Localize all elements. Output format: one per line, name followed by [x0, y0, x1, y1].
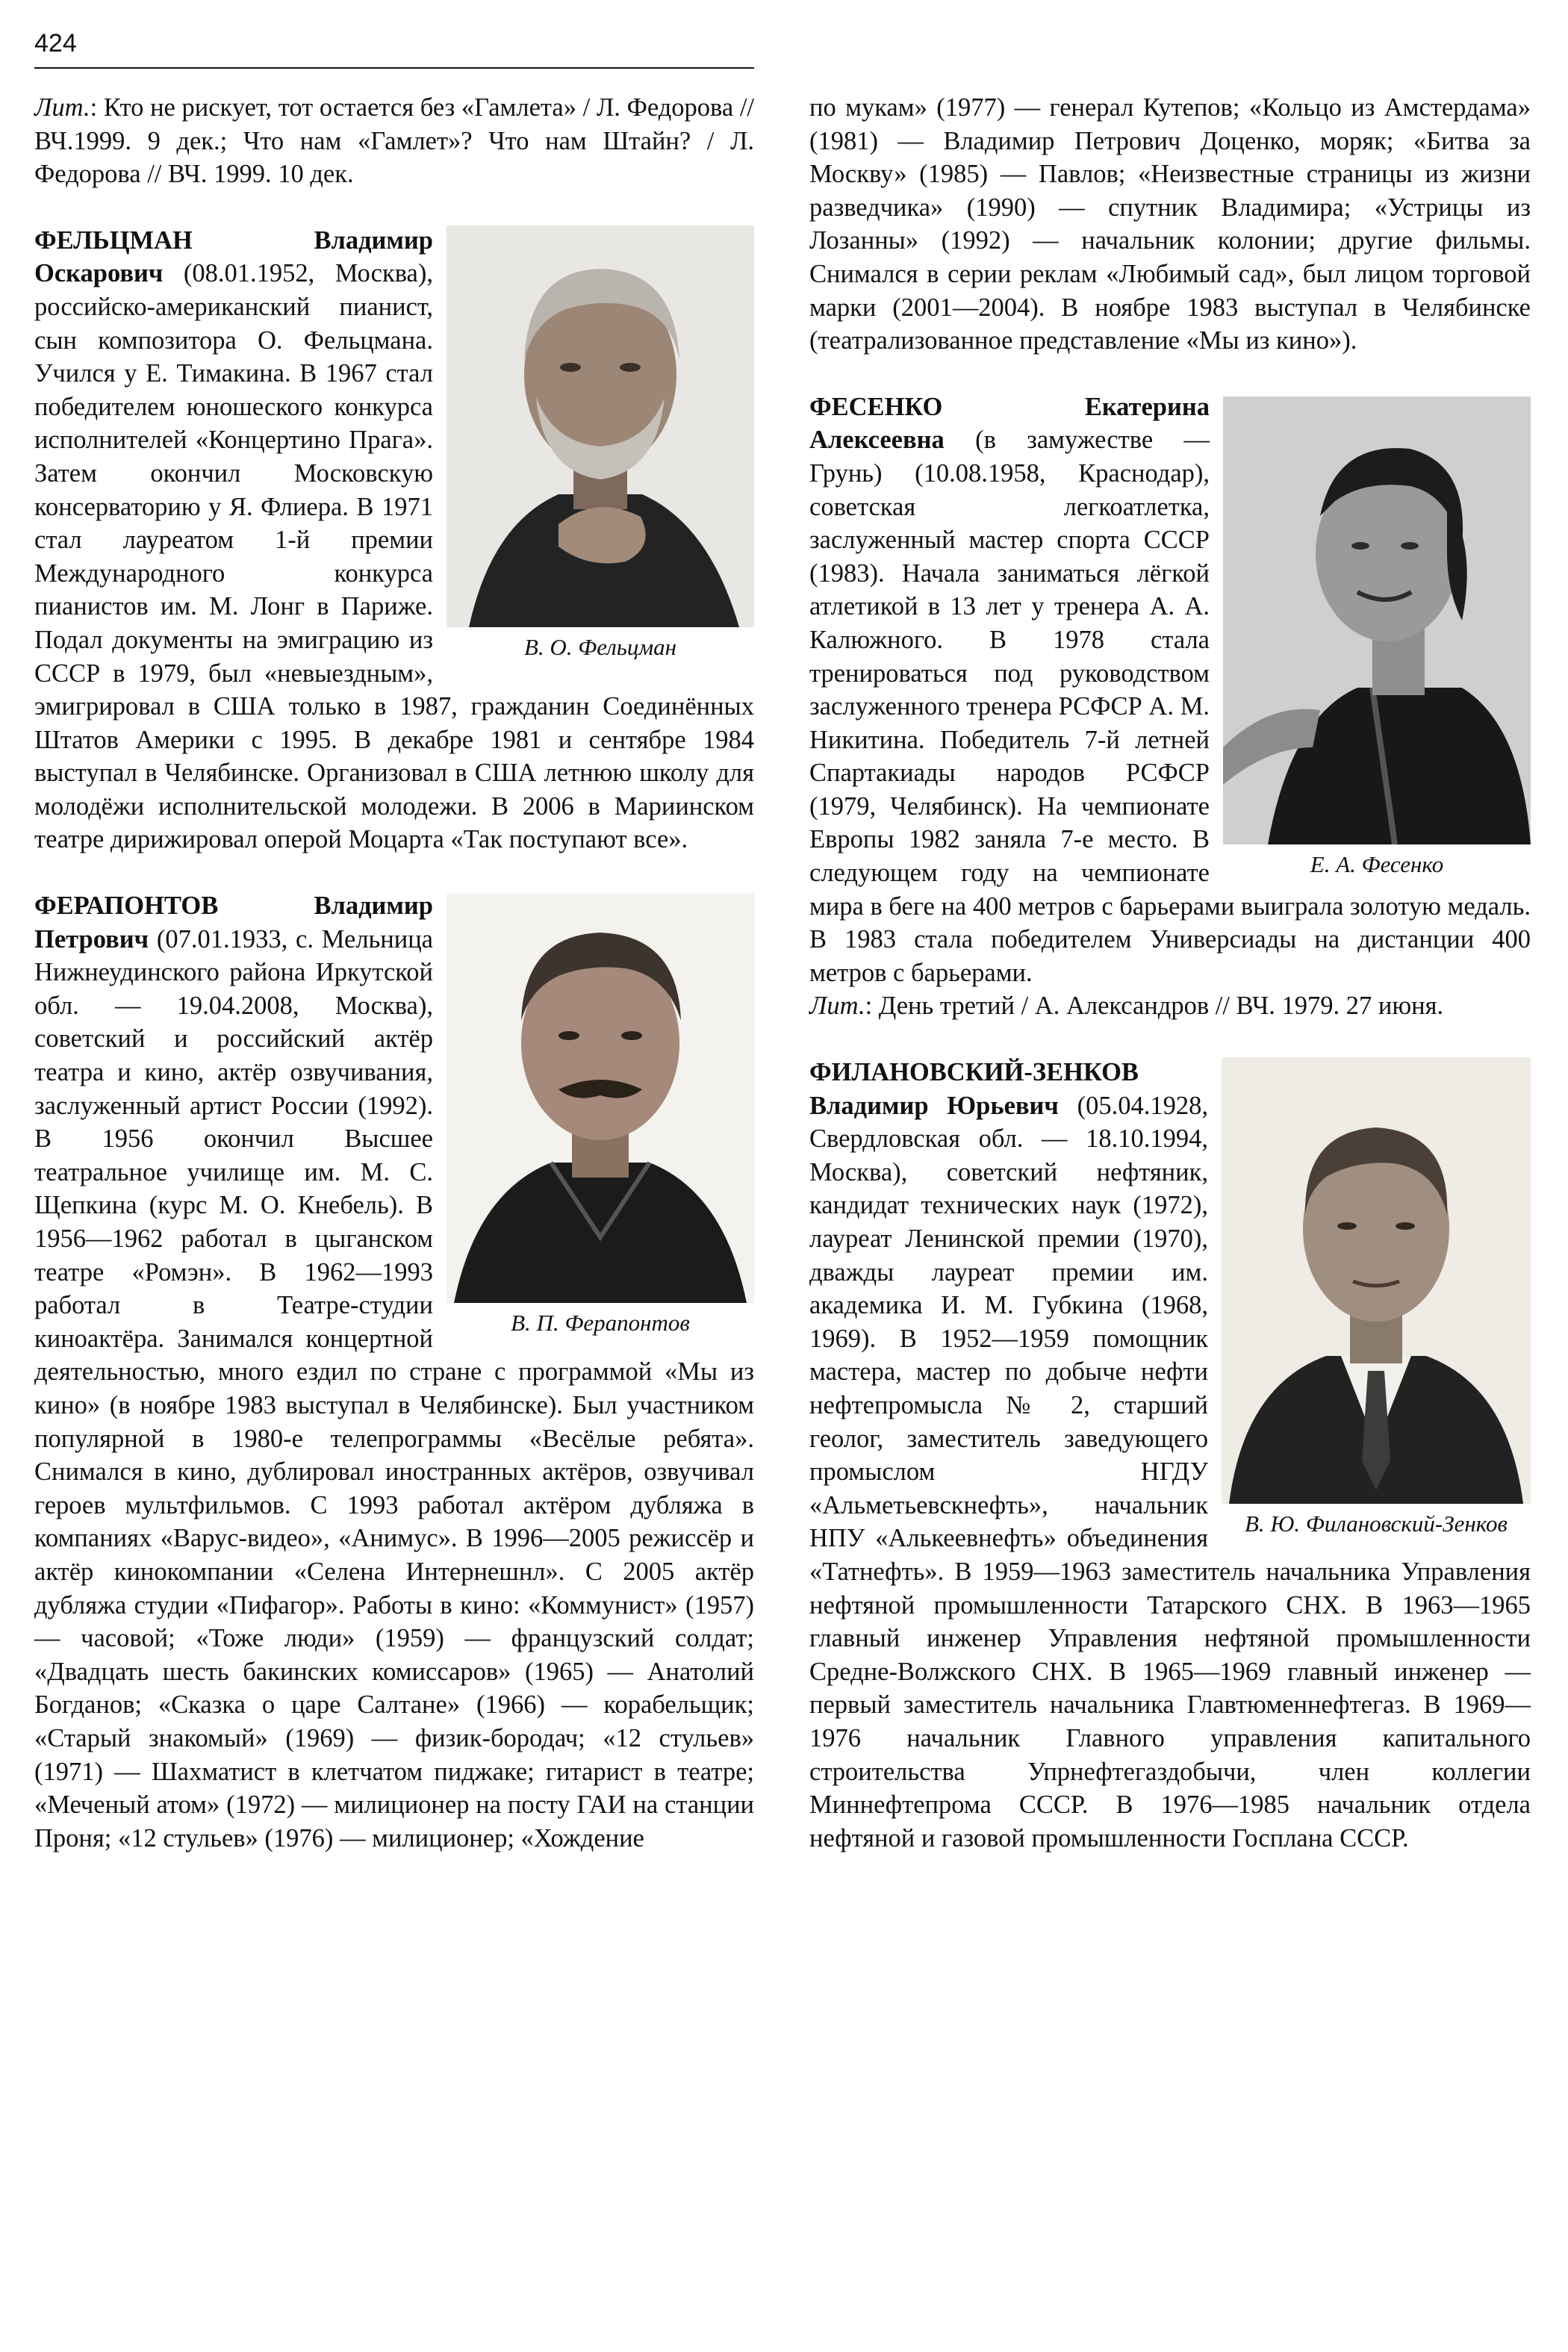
figure-fesenko	[1223, 396, 1531, 880]
page-number: 424	[34, 29, 77, 57]
entry-ferapontov	[34, 889, 754, 1855]
lit-text: : Кто не рискует, тот остается без «Гамлета» / Л. Федорова // ВЧ.1999. 9 дек.; Что нам «Гамлет»? Что нам Штайн? / Л. Федорова // ВЧ. 1999. 10 дек.	[34, 93, 754, 189]
name-filanovsky: ФИЛАНОВСКИЙ-ЗЕНКОВ Владимир Юрьевич	[809, 1058, 1139, 1120]
right-column	[809, 91, 1531, 1888]
name-ferapontov: ФЕРАПОНТОВ Владимир Петрович	[34, 892, 433, 953]
left-column	[34, 91, 754, 1888]
text-filanovsky: (05.04.1928, Свердловская обл. — 18.10.1994, Москва), советский нефтяник, кандидат технических наук (1972), лауреат Ленинской премии (1970), дважды лауреат премии им. академика И. М. Губкина (1968, 1969). В 1952—1959 помощник мастера, мастер по добыче нефти нефтепромысла № 2, старший геолог, заместитель заведующего промыслом НГДУ «Альметьевскнефть», начальник НПУ «Алькеевнефть» объединения «Татнефть». В 1959—1963 заместитель начальника Управления нефтяной промышленности Татарского СНХ. В 1963—1965 главный инженер Управления нефтяной промышленности Средне-Волжского СНХ. В 1965—1969 главный инженер — первый заместитель начальника Главтюменнефтегаз. В 1969—1976 начальник Главного управления капитального строительства Упрнефтегаздобычи, член коллегии Миннефтепрома СССР. В 1976—1985 начальник отдела нефтяной и газовой промышленности Госплана СССР.	[809, 1091, 1531, 1852]
portrait-ferapontov	[447, 894, 754, 1303]
portrait-feltsman	[447, 225, 754, 627]
caption-feltsman: В. О. Фельцман	[523, 633, 677, 660]
figure-ferapontov	[447, 894, 754, 1339]
portrait-filanovsky	[1222, 1057, 1531, 1504]
name-fesenko: ФЕСЕНКО Екатерина Алексеевна	[809, 392, 1210, 455]
figure-filanovsky	[1222, 1057, 1531, 1540]
lit-text-fesenko: : День третий / А. Александров // ВЧ. 1979. 27 июня.	[865, 992, 1444, 1021]
entry-literature-hamlet	[34, 91, 754, 191]
name-feltsman: ФЕЛЬЦМАН Владимир Оскарович	[34, 225, 433, 288]
text-ferapontov: (07.01.1933, с. Мельница Нижнеудинского района Иркутской обл. — 19.04.2008, Москва), советский и российский актёр театра и кино, актёр озвучивания, заслуженный артист России (1992). В 1956 окончил Высшее театральное училище им. М. С. Щепкина (курс М. О. Кнебель). В 1956—1962 работал в цыганском театре «Ромэн». В 1962—1993 работал в Театре-студии киноактёра. Занимался концертной деятельностью, много ездил по стране с программой «Мы из кино» (в ноябре 1983 выступал в Челябинске). Был участником популярной в 1980-е телепрограммы «Весёлые ребята». Снимался в кино, дублировал иностранных актёров, озвучивал героев мультфильмов. С 1993 работал актёром дубляжа в компаниях «Варус-видео», «Анимус». В 1996—2005 режиссёр и актёр кинокомпании «Селена Интернешнл». С 2005 актёр дубляжа студии «Пифагор». Работы в кино: «Коммунист» (1957) — часовой; «Тоже люди» (1959) — французский солдат; «Двадцать шесть бакинских комиссаров» (1965) — Анатолий Богданов; «Сказка о царе Салтане» (1966) — корабельщик; «Старый знакомый» (1969) — физик-бородач; «12 стульев» (1971) — Шахматист в клетчатом пиджаке; гитарист в театре; «Меченый атом» (1972) — милиционер на посту ГАИ на станции Проня; «12 стульев» (1976) — милиционер; «Хождение	[34, 924, 754, 1852]
text-fesenko: (в замужестве — Грунь) (10.08.1958, Краснодар), советская легкоатлетка, заслуженный мастер спорта СССР (1983). Начала заниматься лёгкой атлетикой в 13 лет у тренера А. А. Калюжного. В 1978 стала тренироваться под руководством заслуженного тренера РСФСР А. М. Никитина. Победитель 7-й летней Спартакиады народов РСФСР (1979, Челябинск). На чемпионате Европы 1982 заняла 7-е место. В следующем году на чемпионате мира в беге на 400 метров с барьерами выиграла золотую медаль. В 1983 стала победителем Универсиады на дистанции 400 метров с барьерами.	[809, 426, 1531, 987]
lit-label: Лит.	[34, 93, 90, 122]
figure-feltsman	[447, 225, 754, 663]
entry-fesenko	[809, 391, 1531, 1023]
text-feltsman: (08.01.1952, Москва), российско-американский пианист, сын композитора О. Фельцмана. Учился у Е. Тимакина. В 1967 стал победителем юношеского конкурса исполнителей «Концертино Прага». Затем окончил Московскую консерваторию у Я. Флиера. В 1971 стал лауреатом 1-й премии Международного конкурса пианистов им. М. Лонг в Париже. Подал документы на эмиграцию из СССР в 1979, был «невыездным», эмигрировал в США только в 1987, гражданин Соединённых Штатов Америки с 1995. В декабре 1981 и сентябре 1984 выступал в Челябинске. Организовал в США летнюю школу для молодёжи исполнительской молодежи. В 2006 в Мариинском театре дирижировал оперой Моцарта «Так поступают все».	[34, 259, 754, 854]
caption-fesenko: Е. А. Фесенко	[1310, 850, 1444, 877]
text-ferapontov-continued: по мукам» (1977) — генерал Кутепов; «Кольцо из Амстердама» (1981) — Владимир Петрович Доценко, моряк; «Битва за Москву» (1985) — Павлов; «Неизвестные страницы из жизни разведчика» (1990) — спутник Владимира; «Устрицы из Лозанны» (1992) — начальник колонии; другие фильмы. Снимался в серии реклам «Любимый сад», был лицом торговой марки (2001—2004). В ноябре 1983 выступал в Челябинске (театрализованное представление «Мы из кино»).	[809, 93, 1531, 355]
header-rule	[34, 67, 754, 69]
entry-filanovsky	[809, 1056, 1531, 1855]
lit-label-fesenko: Лит.	[809, 992, 865, 1021]
entry-ferapontov-continued	[809, 91, 1531, 358]
caption-filanovsky: В. Ю. Филановский-Зенков	[1244, 1511, 1508, 1537]
portrait-fesenko	[1223, 396, 1531, 844]
caption-ferapontov: В. П. Ферапонтов	[511, 1310, 690, 1337]
entry-feltsman	[34, 224, 754, 856]
